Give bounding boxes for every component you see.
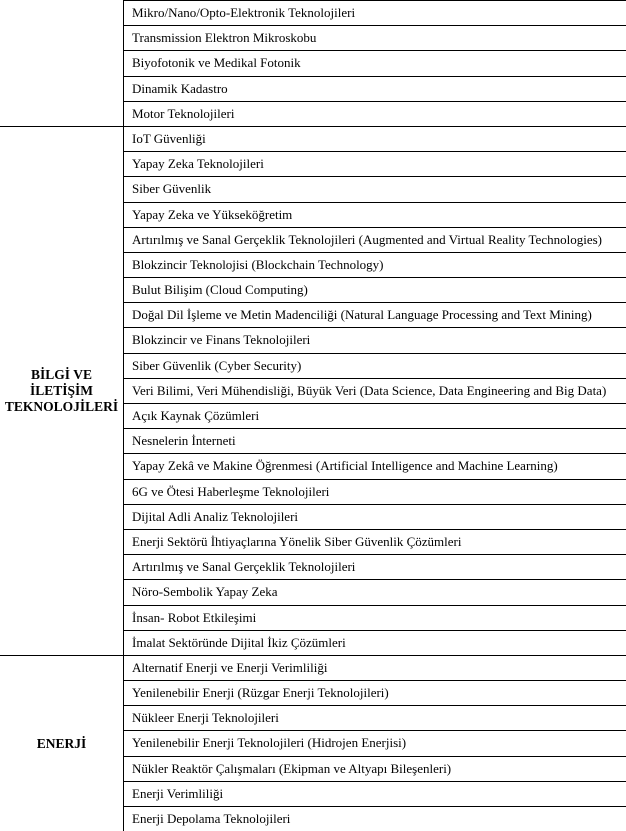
table-row: Biyofotonik ve Medikal Fotonik xyxy=(124,50,626,75)
table-row: Siber Güvenlik (Cyber Security) xyxy=(124,353,626,378)
table-row: IoT Güvenliği xyxy=(124,126,626,151)
section-category: ENERJİ xyxy=(0,655,124,831)
table-row: Yapay Zeka ve Yükseköğretim xyxy=(124,202,626,227)
table-row: Enerji Sektörü İhtiyaçlarına Yönelik Siber Güvenlik Çözümleri xyxy=(124,529,626,554)
section-ict xyxy=(0,126,626,655)
table-row: Yenilenebilir Enerji (Rüzgar Enerji Teknolojileri) xyxy=(124,680,626,705)
section-continued xyxy=(0,0,626,126)
table-row: Dinamik Kadastro xyxy=(124,76,626,101)
table-row: Siber Güvenlik xyxy=(124,176,626,201)
table-row: Blokzincir ve Finans Teknolojileri xyxy=(124,327,626,352)
table-row: Blokzincir Teknolojisi (Blockchain Technology) xyxy=(124,252,626,277)
section-category: BİLGİ VE İLETİŞİM TEKNOLOJİLERİ xyxy=(0,126,124,655)
table-row: Mikro/Nano/Opto-Elektronik Teknolojileri xyxy=(124,0,626,25)
table-row: Yapay Zeka Teknolojileri xyxy=(124,151,626,176)
table-row: Doğal Dil İşleme ve Metin Madenciliği (Natural Language Processing and Text Mining) xyxy=(124,302,626,327)
table-row: İmalat Sektöründe Dijital İkiz Çözümleri xyxy=(124,630,626,655)
table-row: Yapay Zekâ ve Makine Öğrenmesi (Artificial Intelligence and Machine Learning) xyxy=(124,453,626,478)
table-row: Bulut Bilişim (Cloud Computing) xyxy=(124,277,626,302)
table-row: Nükleer Enerji Teknolojileri xyxy=(124,705,626,730)
table-row: Nöro-Sembolik Yapay Zeka xyxy=(124,579,626,604)
table-row: Yenilenebilir Enerji Teknolojileri (Hidrojen Enerjisi) xyxy=(124,730,626,755)
table-row: Veri Bilimi, Veri Mühendisliği, Büyük Veri (Data Science, Data Engineering and Big Data) xyxy=(124,378,626,403)
table-row: Alternatif Enerji ve Enerji Verimliliği xyxy=(124,655,626,680)
table-row: Nükler Reaktör Çalışmaları (Ekipman ve Altyapı Bileşenleri) xyxy=(124,756,626,781)
table-row: Açık Kaynak Çözümleri xyxy=(124,403,626,428)
table-row: Nesnelerin İnterneti xyxy=(124,428,626,453)
section-energy xyxy=(0,655,626,831)
table-row: Artırılmış ve Sanal Gerçeklik Teknolojileri xyxy=(124,554,626,579)
table-row: Enerji Verimliliği xyxy=(124,781,626,806)
table-row: 6G ve Ötesi Haberleşme Teknolojileri xyxy=(124,479,626,504)
table-row: Enerji Depolama Teknolojileri xyxy=(124,806,626,831)
table-row: Dijital Adli Analiz Teknolojileri xyxy=(124,504,626,529)
table-row: Transmission Elektron Mikroskobu xyxy=(124,25,626,50)
table-row: Artırılmış ve Sanal Gerçeklik Teknolojileri (Augmented and Virtual Reality Technologies) xyxy=(124,227,626,252)
section-category xyxy=(0,0,124,126)
table-row: Motor Teknolojileri xyxy=(124,101,626,126)
table-row: İnsan- Robot Etkileşimi xyxy=(124,605,626,630)
